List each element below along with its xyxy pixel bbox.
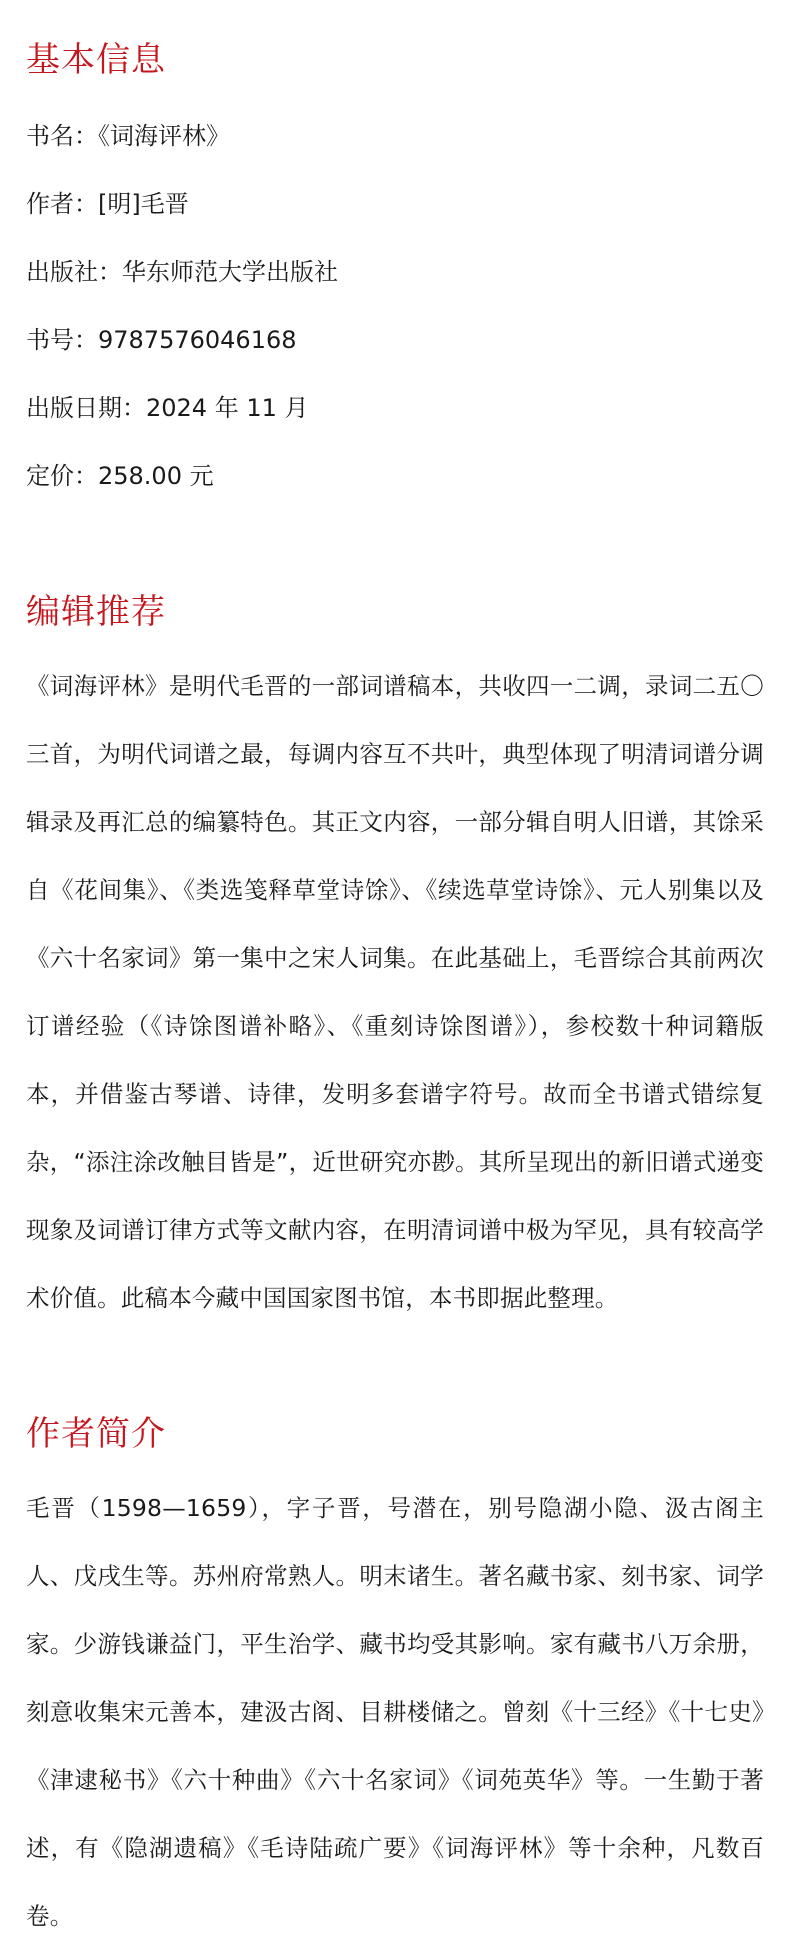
editor-recommendation-text: 《词海评林》是明代毛晋的一部词谱稿本，共收四一二调，录词二五〇三首，为明代词谱之最，每调内容互不共叶，典型体现了明清词谱分调辑录及再汇总的编纂特色。其正文内容，一部分辑自明人旧谱，其馀采自《花间集》、《类选笺释草堂诗馀》、《续选草堂诗馀》、元人别集以及《六十名家词》第一集中之宋人词集。在此基础上，毛晋综合其前两次订谱经验（《诗馀图谱补略》、《重刻诗馀图谱》），参校数十种词籍版本，并借鉴古琴谱、诗律，发明多套谱字符号。故而全书谱式错综复杂，“添注涂改触目皆是”，近世研究亦尠。其所呈现出的新旧谱式递变现象及词谱订律方式等文献内容，在明清词谱中极为罕见，具有较高学术价值。此稿本今藏中国国家图书馆，本书即据此整理。 — [26, 672, 764, 1312]
info-price: 定价：258.00 元 — [26, 462, 214, 490]
basic-info-heading: 基本信息 — [26, 40, 166, 80]
info-publish-date: 出版日期：2024 年 11 月 — [26, 394, 309, 422]
author-intro-heading: 作者简介 — [26, 1414, 166, 1454]
editor-recommendation-heading: 编辑推荐 — [26, 592, 166, 632]
info-publisher: 出版社：华东师范大学出版社 — [26, 258, 338, 286]
author-intro-text: 毛晋（1598—1659），字子晋，号潜在，别号隐湖小隐、汲古阁主人、戊戌生等。苏州府常熟人。明末诸生。著名藏书家、刻书家、词学家。少游钱谦益门，平生治学、藏书均受其影响。家有藏书八万余册，刻意收集宋元善本，建汲古阁、目耕楼储之。曾刻《十三经》《十七史》《津逮秘书》《六十种曲》《六十名家词》《词苑英华》等。一生勤于著述，有《隐湖遗稿》《毛诗陆疏广要》《词海评林》等十余种，凡数百卷。 — [26, 1494, 764, 1930]
info-isbn: 书号：9787576046168 — [26, 326, 297, 354]
basic-info-list — [26, 102, 764, 510]
editor-recommendation-section — [26, 588, 764, 1332]
info-book-title: 书名：《词海评林》 — [26, 122, 230, 150]
author-intro-section — [26, 1410, 764, 1950]
basic-info-section — [26, 36, 764, 510]
info-author: 作者：[明]毛晋 — [26, 190, 189, 218]
